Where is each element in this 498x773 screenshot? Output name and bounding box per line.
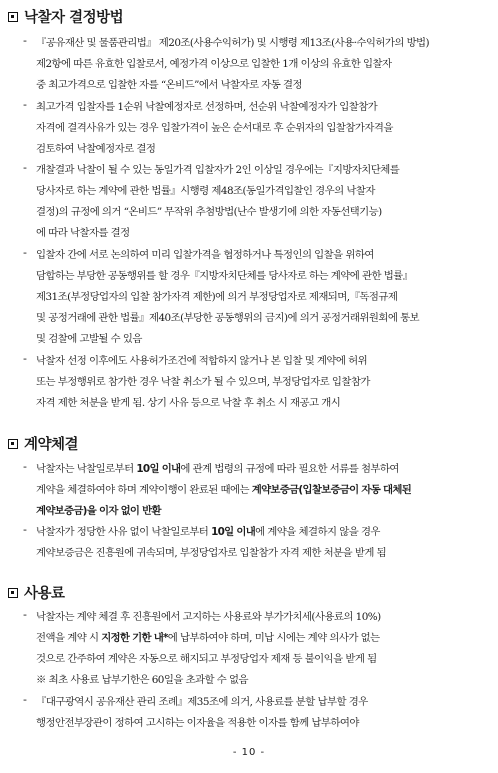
bullet-dash: - xyxy=(23,460,27,473)
text-line: 제2항에 따른 유효한 입찰로서, 예정가격 이상으로 입찰한 1개 이상의 유효한 입찰자 xyxy=(36,58,392,70)
text-run: 낙찰자는 낙찰일로부터 xyxy=(36,463,137,475)
text-run: 전액을 계약 시 xyxy=(36,632,102,644)
text-line: 결정)의 규정에 의거 “온비드” 무작위 추첨방법(난수 발생기에 의한 자동선택기능) xyxy=(36,206,382,218)
section-title-winner-decision xyxy=(8,6,123,27)
text-line: 『대구광역시 공유재산 관리 조례』제35조에 의거, 사용료를 분할 납부할 경우 xyxy=(36,696,368,708)
text-line: 검토하여 낙찰예정자로 결정 xyxy=(36,143,156,155)
section-title-text: 낙찰자 결정방법 xyxy=(24,10,124,26)
bullet-dash: - xyxy=(23,693,27,706)
bold-deadline: 10일 이내 xyxy=(211,526,256,538)
text-line xyxy=(36,523,380,538)
text-line: 당사자로 하는 계약에 관한 법률』시행령 제48조(동일가격입찰인 경우의 낙찰자 xyxy=(36,185,375,197)
square-bullet-icon xyxy=(8,12,18,22)
text-run: 에 계약을 체결하지 않을 경우 xyxy=(255,526,380,538)
section-title-text: 계약체결 xyxy=(24,437,79,453)
bold-deadline: 10일 이내 xyxy=(136,463,181,475)
text-line: 행정안전부장관이 정하여 고시하는 이자율을 적용한 이자를 함께 납부하여야 xyxy=(36,717,359,729)
text-line xyxy=(36,460,399,475)
section-title-contract xyxy=(8,433,78,454)
text-line: 『공유재산 및 물품관리법』 제20조(사용수익허가) 및 시행령 제13조(사용·수익허가의 방법) xyxy=(36,37,430,49)
text-line: 자격에 결격사유가 있는 경우 입찰가격이 높은 순서대로 후 순위자의 입찰참가자격을 xyxy=(36,122,393,134)
square-bullet-icon xyxy=(8,439,18,449)
text-line: 최고가격 입찰자를 1순위 낙찰예정자로 선정하며, 선순위 낙찰예정자가 입찰참가 xyxy=(36,101,378,113)
bullet-dash: - xyxy=(23,523,27,536)
bold-deadline: 지정한 기한 내* xyxy=(101,632,168,644)
text-line: 담합하는 부당한 공동행위를 할 경우『지방자치단체를 당사자로 하는 계약에 관한 법률』 xyxy=(36,270,413,282)
square-bullet-icon xyxy=(8,588,18,598)
section-title-text: 사용료 xyxy=(24,586,65,602)
text-line: 에 따라 낙찰자를 결정 xyxy=(36,227,130,239)
section-title-fee xyxy=(8,582,65,603)
text-line: 낙찰자 선정 이후에도 사용허가조건에 적합하지 않거나 본 입찰 및 계약에 허위 xyxy=(36,355,368,367)
text-run: 계약을 체결하여야 하며 계약이행이 완료된 때에는 xyxy=(36,484,252,496)
bullet-dash: - xyxy=(23,98,27,111)
text-line xyxy=(36,481,411,496)
text-line xyxy=(36,629,380,644)
text-line: 중 최고가격으로 입찰한 자를 “온비드”에서 낙찰자로 자동 결정 xyxy=(36,79,302,91)
bullet-dash: - xyxy=(23,246,27,259)
text-line: 및 검찰에 고발될 수 있음 xyxy=(36,333,142,345)
bold-deposit: 계약보증금)을 이자 없이 반환 xyxy=(36,505,161,517)
bold-deposit: 계약보증금(입찰보증금이 자동 대체된 xyxy=(251,484,412,496)
text-line: 제31조(부정당업자의 입찰 참가자격 제한)에 의거 부정당업자로 제재되며,『독점규제 xyxy=(36,291,398,303)
bullet-dash: - xyxy=(23,161,27,174)
text-line: 낙찰자는 계약 체결 후 진흥원에서 고지하는 사용료와 부가가치세(사용료의 10%) xyxy=(36,611,381,623)
text-line: 자격 제한 처분을 받게 됨. 상기 사유 등으로 낙찰 후 취소 시 재공고 개시 xyxy=(36,397,341,409)
text-line: 입찰자 간에 서로 논의하여 미리 입찰가격을 협정하거나 특정인의 입찰을 위하여 xyxy=(36,249,374,261)
text-run: 에 관계 법령의 규정에 따라 필요한 서류를 첨부하여 xyxy=(180,463,399,475)
bullet-dash: - xyxy=(23,34,27,47)
text-line: 개찰결과 낙찰이 될 수 있는 동일가격 입찰자가 2인 이상일 경우에는『지방자치단체를 xyxy=(36,164,400,176)
text-run: 에 납부하여야 하며, 미납 시에는 계약 의사가 없는 xyxy=(167,632,380,644)
text-line: 것으로 간주하여 계약은 자동으로 해지되고 부정당업자 제재 등 불이익을 받게 됨 xyxy=(36,653,377,665)
page-number: - 10 - xyxy=(232,747,266,758)
text-line: 계약보증금은 진흥원에 귀속되며, 부정당업자로 입찰참가 자격 제한 처분을 받게 됨 xyxy=(36,547,387,559)
bullet-dash: - xyxy=(23,352,27,365)
text-line xyxy=(36,502,161,517)
text-run: 낙찰자가 정당한 사유 없이 낙찰일로부터 xyxy=(36,526,212,538)
text-line: 및 공정거래에 관한 법률』제40조(부당한 공동행위의 금지)에 의거 공정거래위원회에 통보 xyxy=(36,312,420,324)
note-line: ※ 최초 사용료 납부기한은 60일을 초과할 수 없음 xyxy=(36,674,249,686)
text-line: 또는 부정행위로 참가한 경우 낙찰 취소가 될 수 있으며, 부정당업자로 입찰참가 xyxy=(36,376,370,388)
bullet-dash: - xyxy=(23,608,27,621)
